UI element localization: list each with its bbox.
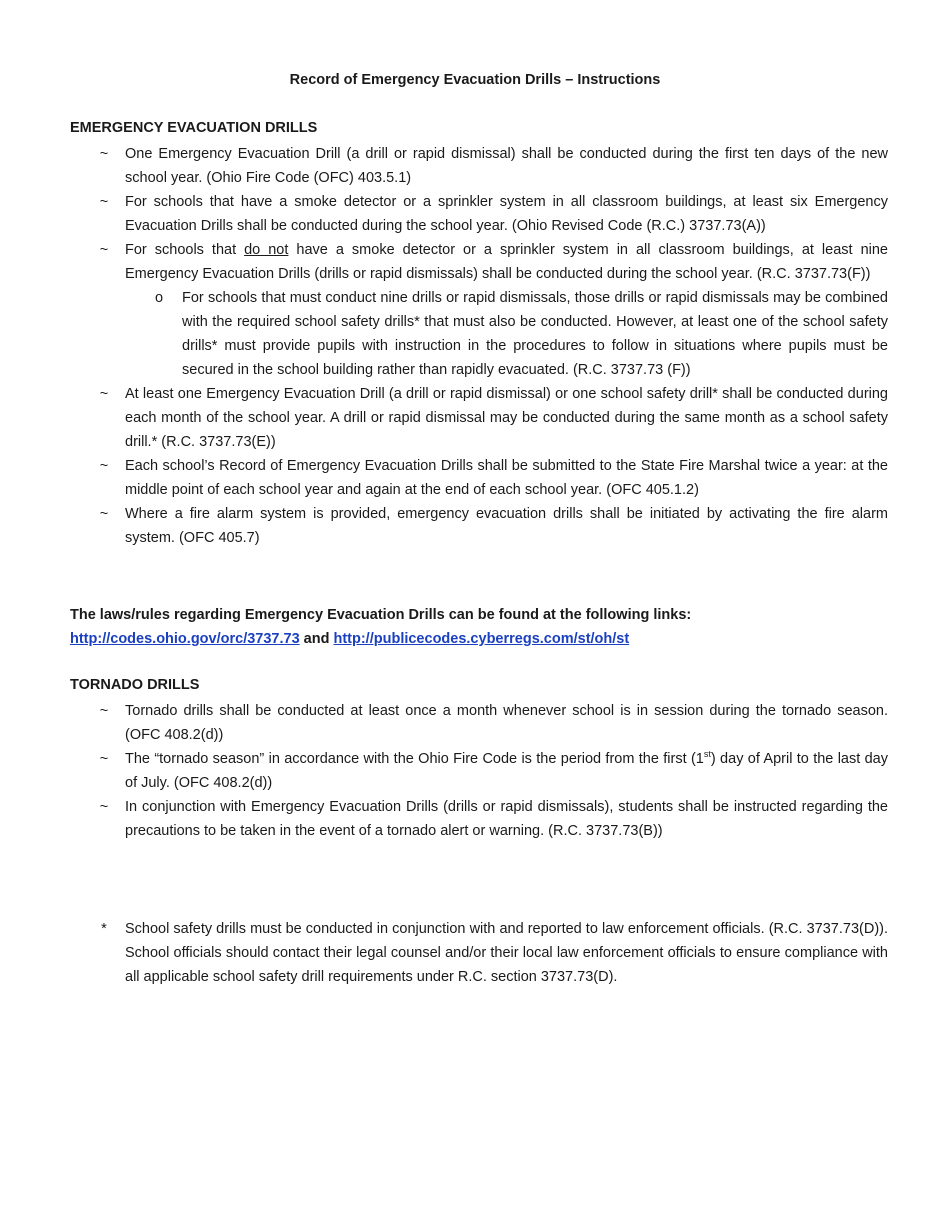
evacuation-list — [70, 142, 888, 550]
footnote — [70, 917, 888, 989]
ofc-link[interactable]: http://publicecodes.cyberregs.com/st/oh/st — [333, 631, 630, 647]
orc-link[interactable]: http://codes.ohio.gov/orc/3737.73 — [70, 631, 300, 647]
list-item-text-post: ) day of April to the last day of July. (OFC 408.2(d)) — [125, 751, 888, 791]
list-item-text: Tornado drills shall be conducted at least once a month whenever school is in session during the tornado season. (OFC 408.2(d)) — [125, 703, 888, 743]
links-intro: The laws/rules regarding Emergency Evacuation Drills can be found at the following links: — [70, 607, 692, 623]
list-item-text: Where a fire alarm system is provided, emergency evacuation drills shall be initiated by activating the fire alarm system. (OFC 405.7) — [125, 506, 888, 546]
tornado-list — [70, 699, 888, 843]
tilde-bullet-icon: ~ — [99, 506, 109, 522]
list-item — [70, 382, 888, 454]
list-item — [70, 747, 888, 795]
tilde-bullet-icon: ~ — [99, 242, 109, 258]
asterisk-icon: * — [101, 921, 107, 937]
list-item — [70, 190, 888, 238]
list-item — [70, 454, 888, 502]
list-item-text-pre: For schools that — [125, 242, 245, 258]
sub-list-item — [125, 286, 888, 382]
list-item-text: Each school’s Record of Emergency Evacuation Drills shall be submitted to the State Fire Marshal twice a year: at the middle point of each school year and again at the end of each school year. (OFC 405.1.2) — [125, 458, 888, 498]
footnote-list — [70, 917, 888, 989]
tilde-bullet-icon: ~ — [99, 751, 109, 767]
list-item-text: For schools that have a smoke detector or a sprinkler system in all classroom buildings, at least six Emergency Evacuation Drills shall be conducted during the school year. (Ohio Revised Code (R.C.) 3737.73(A)) — [125, 194, 888, 234]
tornado-heading: TORNADO DRILLS — [70, 677, 200, 693]
evacuation-heading: EMERGENCY EVACUATION DRILLS — [70, 120, 318, 136]
list-item-text-pre: The “tornado season” in accordance with the Ohio Fire Code is the period from the first (1 — [125, 751, 704, 767]
list-item-text: At least one Emergency Evacuation Drill (a drill or rapid dismissal) or one school safety drill* shall be conducted during each month of the school year. A drill or rapid dismissal may be conducted during the same month as a school safety drill.* (R.C. 3737.73(E)) — [125, 386, 888, 450]
list-item-text: One Emergency Evacuation Drill (a drill or rapid dismissal) shall be conducted during the first ten days of the new school year. (Ohio Fire Code (OFC) 403.5.1) — [125, 146, 888, 186]
links-block — [70, 603, 888, 651]
tilde-bullet-icon: ~ — [99, 146, 109, 162]
list-item — [70, 795, 888, 843]
tilde-bullet-icon: ~ — [99, 386, 109, 402]
links-row — [70, 627, 888, 651]
list-item — [70, 502, 888, 550]
page-title: Record of Emergency Evacuation Drills – Instructions — [289, 72, 661, 88]
circle-bullet-icon: o — [154, 290, 164, 306]
sub-list — [125, 286, 888, 382]
list-item-text-post: have a smoke detector or a sprinkler system in all classroom buildings, at least nine Emergency Evacuation Drills (drills or rapid dismissals) shall be conducted during the school year. (R.C. 3737.73(F)) — [125, 242, 888, 282]
emphasis-text: do not — [244, 242, 289, 258]
sub-list-item-text: For schools that must conduct nine drills or rapid dismissals, those drills or rapid dismissals may be combined with the required school safety drills* that must also be conducted. However, at least one of the school safety drills* must provide pupils with instruction in the procedures to follow in situations where pupils must be secured in the school building rather than rapidly evacuated. (R.C. 3737.73 (F)) — [182, 290, 888, 378]
list-item-text: In conjunction with Emergency Evacuation Drills (drills or rapid dismissals), students shall be instructed regarding the precautions to be taken in the event of a tornado alert or warning. (R.C. 3737.73(B)) — [125, 799, 888, 839]
list-item — [70, 238, 888, 382]
links-connector: and — [299, 631, 334, 647]
footnote-text: School safety drills must be conducted in conjunction with and reported to law enforcement officials. (R.C. 3737.73(D)). School officials should contact their legal counsel and/or their local law enforcement officials to ensure compliance with all applicable school safety drill requirements under R.C. section 3737.73(D). — [125, 921, 888, 985]
tilde-bullet-icon: ~ — [99, 194, 109, 210]
list-item — [70, 699, 888, 747]
tilde-bullet-icon: ~ — [99, 458, 109, 474]
list-item — [70, 142, 888, 190]
tilde-bullet-icon: ~ — [99, 703, 109, 719]
tilde-bullet-icon: ~ — [99, 799, 109, 815]
superscript-text: st — [703, 749, 711, 760]
